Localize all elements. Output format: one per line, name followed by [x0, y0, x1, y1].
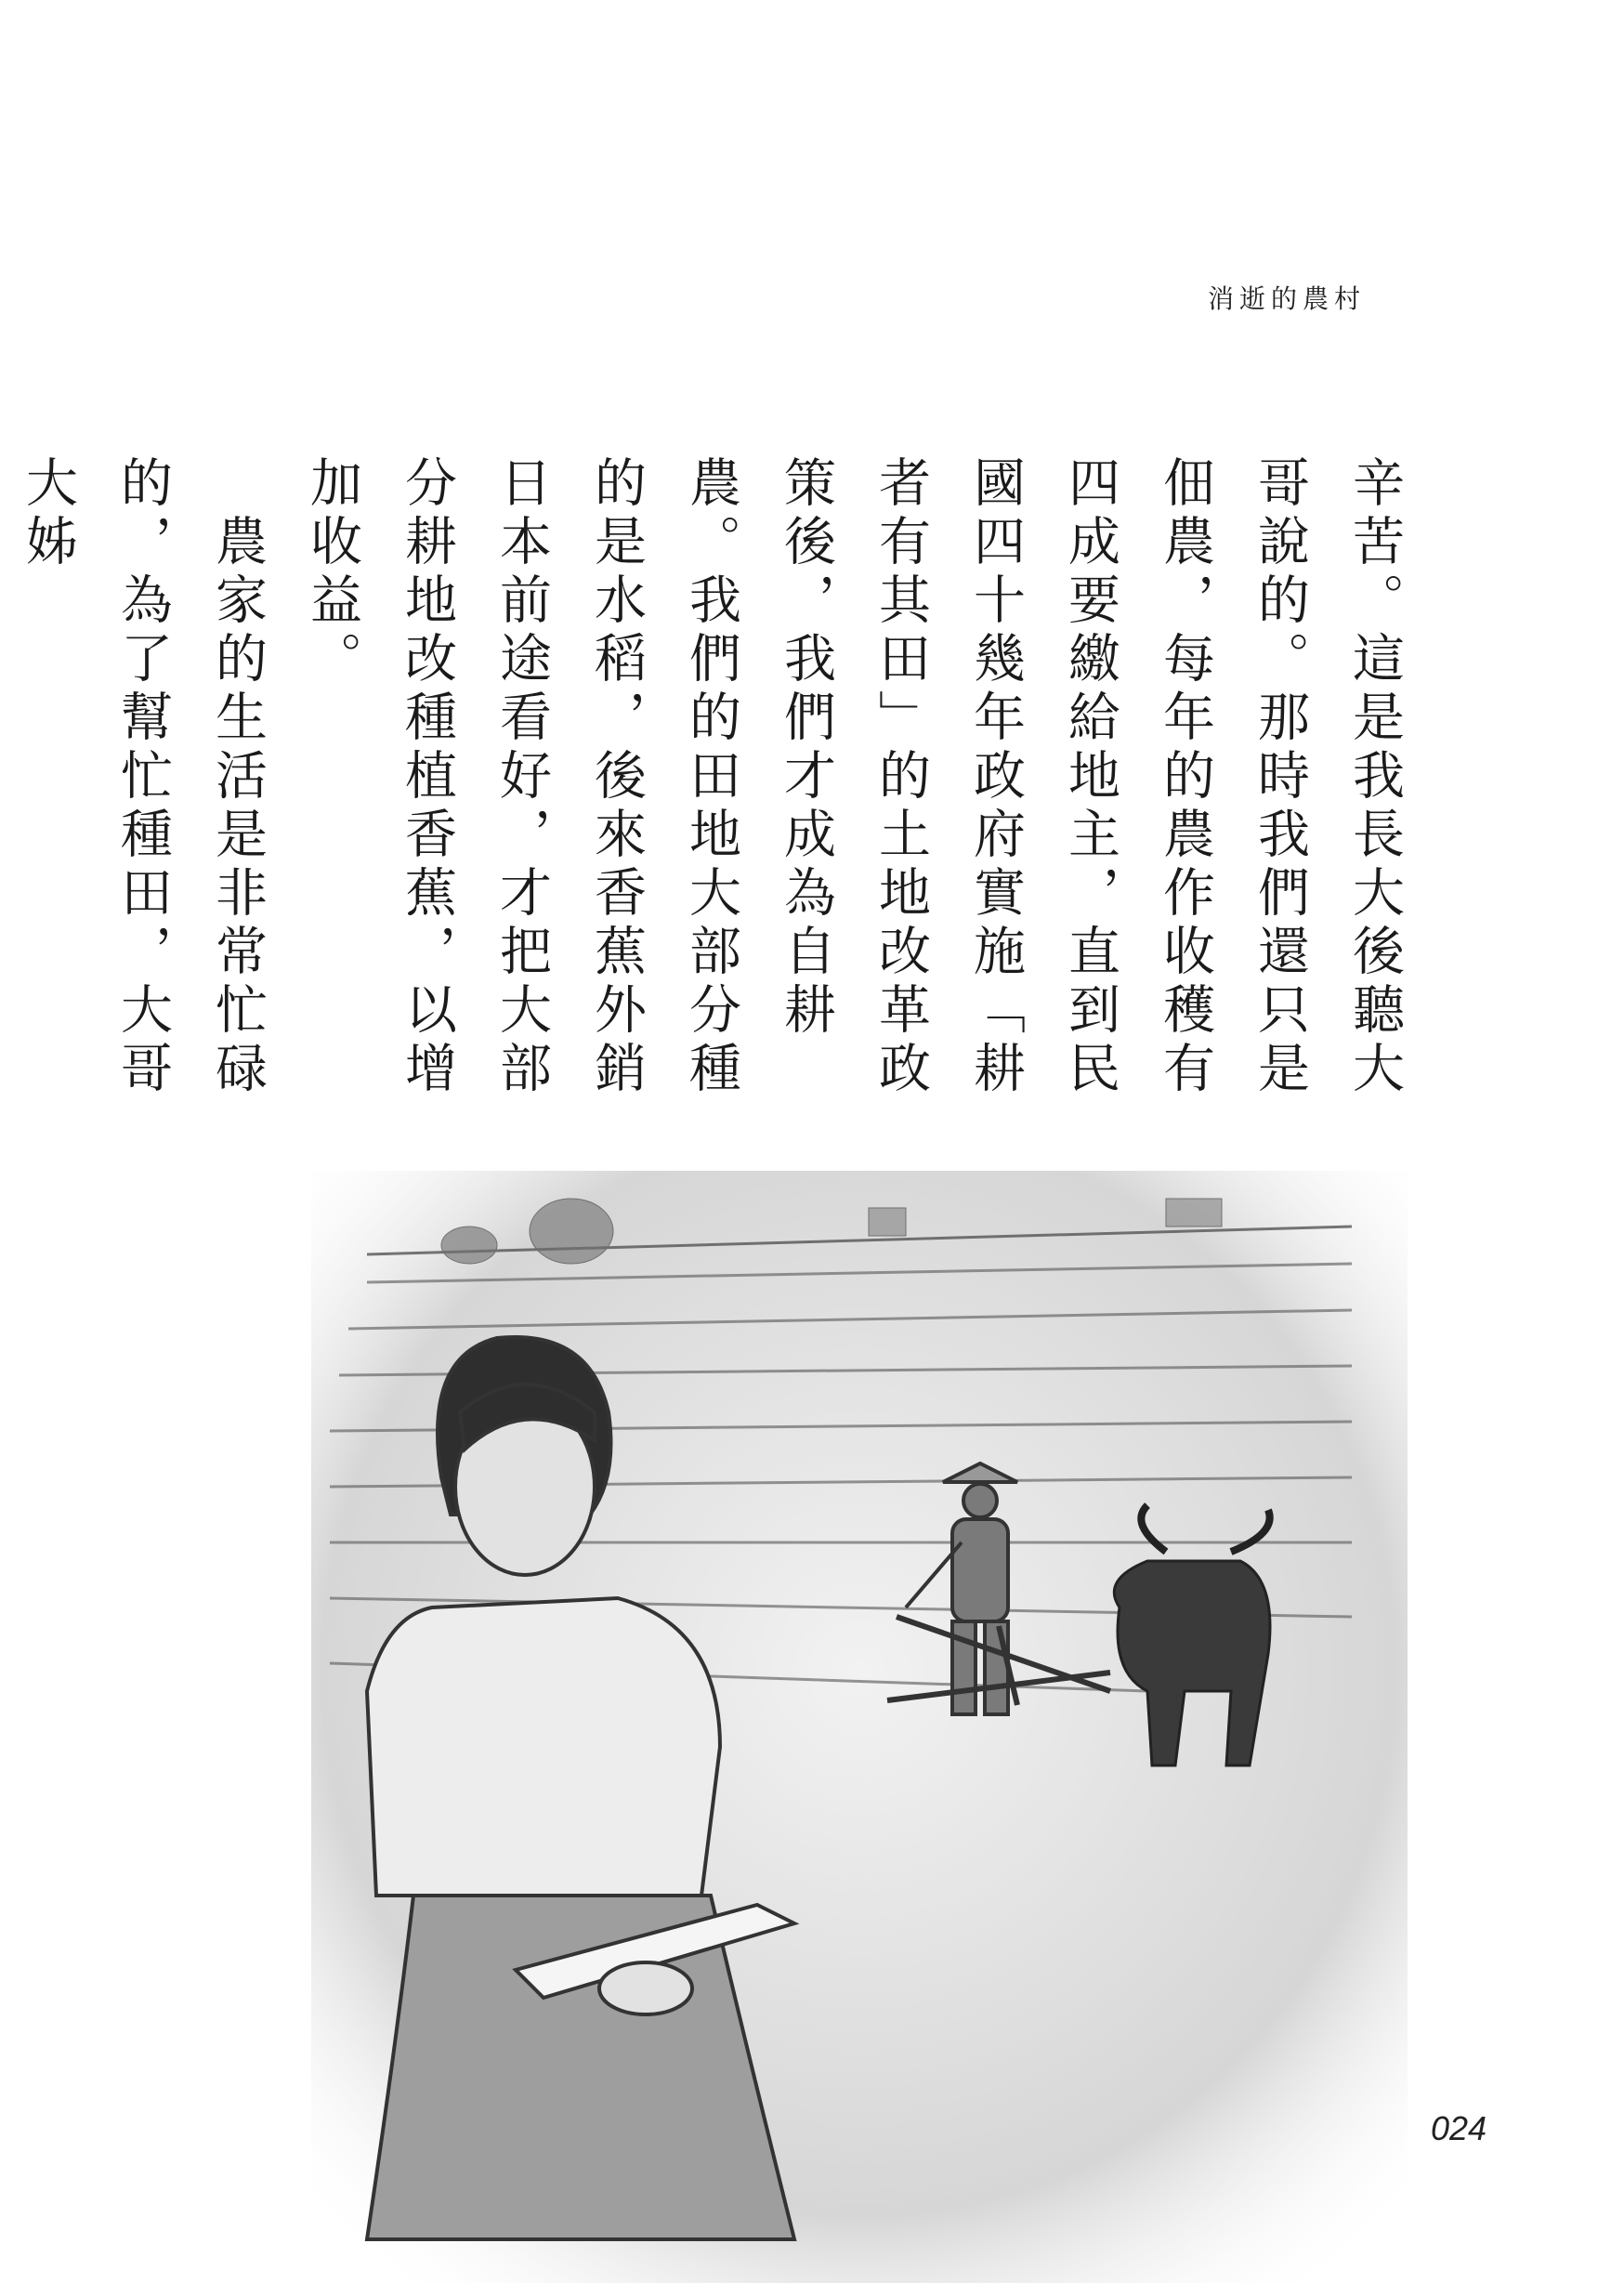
page-number: 024	[1431, 2109, 1487, 2147]
pencil-illustration	[311, 1171, 1408, 2283]
body-text	[18, 455, 1421, 1124]
running-head: 消逝的農村	[1208, 283, 1367, 314]
paragraph-2: 農家的生活是非常忙碌的，為了幫忙種田，大哥大姊	[18, 455, 268, 1099]
paragraph-1: 辛苦。這是我長大後聽大哥說的。那時我們還只是佃農，每年的農作收穫有四成要繳給地主，直到民國四十幾年政府實施「耕者有其田」的土地改革政策後，我們才成為自耕農。我們的田地大部分種的是水稻，後來香蕉外銷日本前途看好，才把大部分耕地改種植香蕉，以增加收益。	[302, 455, 1405, 1099]
